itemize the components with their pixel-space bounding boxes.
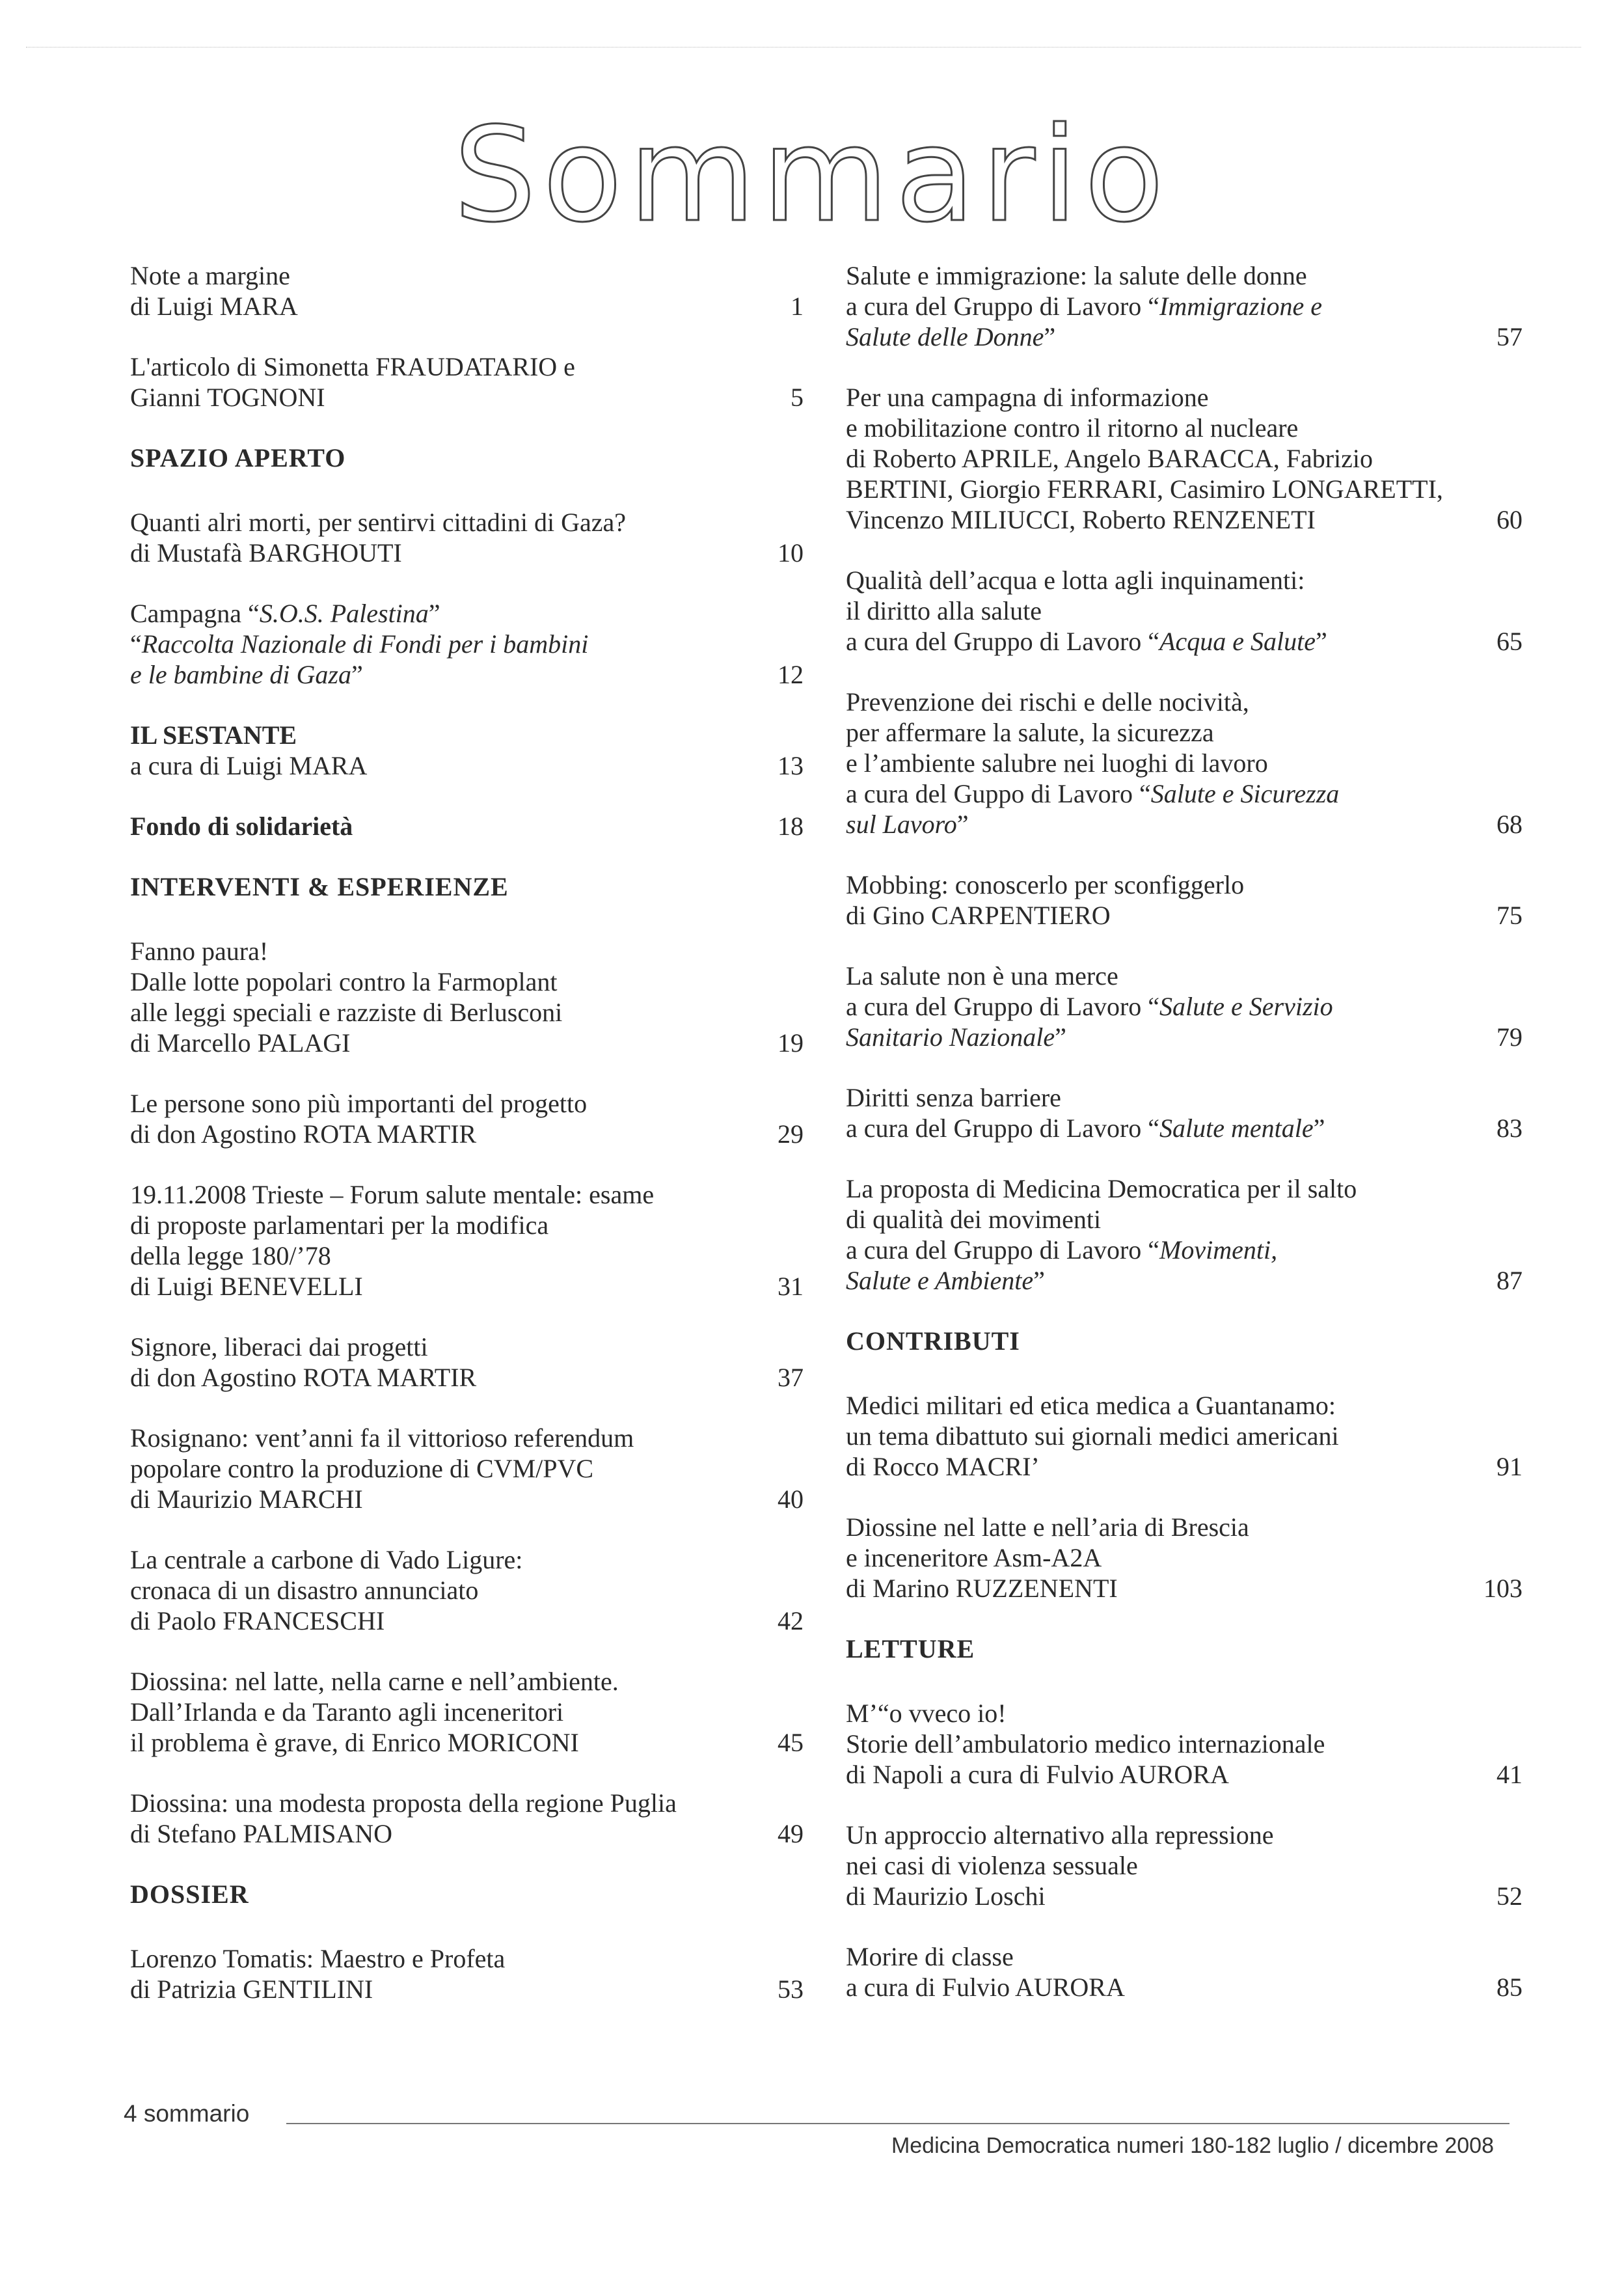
- toc-page-number: 79: [1496, 1022, 1522, 1052]
- section-heading: LETTURE: [846, 1634, 975, 1663]
- footer-publication: Medicina Democratica numeri 180-182 luglio / dicembre 2008: [891, 2133, 1494, 2158]
- toc-entry-line: alle leggi speciali e razziste di Berlusconi: [130, 998, 563, 1027]
- toc-page-number: 87: [1496, 1266, 1522, 1295]
- toc-page-number: 1: [791, 292, 804, 321]
- section-heading: CONTRIBUTI: [846, 1326, 1020, 1356]
- toc-entry[interactable]: [846, 565, 1522, 657]
- toc-page-number: 41: [1496, 1760, 1522, 1789]
- toc-entry-line: Un approccio alternativo alla repressione: [846, 1820, 1274, 1850]
- toc-entry[interactable]: [130, 1943, 804, 2004]
- section-heading: INTERVENTI & ESPERIENZE: [130, 872, 509, 901]
- toc-entry-line: di Napoli a cura di Fulvio AURORA: [846, 1760, 1229, 1789]
- toc-page-number: 12: [778, 660, 804, 689]
- toc-entry[interactable]: [130, 1088, 804, 1149]
- toc-entry-line: Morire di classe: [846, 1942, 1014, 1971]
- toc-entry[interactable]: [130, 260, 804, 321]
- toc-entry[interactable]: [846, 687, 1522, 840]
- toc-page-number: 85: [1496, 1973, 1522, 2002]
- toc-entry-line: di don Agostino ROTA MARTIR: [130, 1119, 477, 1149]
- toc-entry-line: cronaca di un disastro annunciato: [130, 1576, 479, 1605]
- toc-entry[interactable]: [846, 382, 1522, 535]
- toc-entry-line: La proposta di Medicina Democratica per il salto: [846, 1174, 1357, 1203]
- toc-entry[interactable]: [130, 1423, 804, 1514]
- section-heading: SPAZIO APERTO: [130, 443, 346, 472]
- toc-entry-line: Signore, liberaci dai progetti: [130, 1332, 428, 1361]
- toc-entry-line: della legge 180/’78: [130, 1241, 331, 1270]
- toc-entry-line: Note a margine: [130, 261, 290, 290]
- toc-entry-line: nei casi di violenza sessuale: [846, 1851, 1138, 1880]
- toc-entry-line: e l’ambiente salubre nei luoghi di lavoro: [846, 748, 1268, 778]
- toc-page-number: 42: [778, 1606, 804, 1635]
- toc-entry-line: di Marino RUZZENENTI: [846, 1574, 1118, 1603]
- toc-entry-line: Diossina: una modesta proposta della regione Puglia: [130, 1788, 677, 1818]
- toc-entry-line: a cura del Gruppo di Lavoro “Movimenti,: [846, 1235, 1278, 1265]
- toc-entry-line: La centrale a carbone di Vado Ligure:: [130, 1545, 523, 1574]
- toc-entry-line: Per una campagna di informazione: [846, 383, 1209, 412]
- toc-page-number: 10: [778, 538, 804, 567]
- toc-page-number: 83: [1496, 1114, 1522, 1143]
- toc-entry[interactable]: [130, 1179, 804, 1302]
- toc-entry-line: di Maurizio Loschi: [846, 1881, 1046, 1911]
- section-heading: DOSSIER: [130, 1880, 249, 1909]
- toc-entry-line: Lorenzo Tomatis: Maestro e Profeta: [130, 1944, 506, 1973]
- footer-rule: [286, 2123, 1509, 2124]
- toc-entry-line: Vincenzo MILIUCCI, Roberto RENZENETI: [846, 505, 1316, 534]
- toc-entry[interactable]: [846, 1941, 1522, 2003]
- toc-entry-line: di Marcello PALAGI: [130, 1028, 351, 1058]
- toc-page-number: 68: [1496, 810, 1522, 839]
- toc-entry-line: e le bambine di Gaza”: [130, 660, 363, 689]
- toc-entry-line: Campagna “S.O.S. Palestina”: [130, 599, 440, 628]
- toc-entry-line: di Rocco MACRI’: [846, 1452, 1040, 1481]
- toc-page-number: 49: [778, 1819, 804, 1848]
- toc-entry-line: un tema dibattuto sui giornali medici americani: [846, 1421, 1339, 1451]
- toc-entry[interactable]: [130, 1332, 804, 1393]
- toc-entry-line: Fanno paura!: [130, 936, 269, 966]
- toc-page-number: 52: [1496, 1881, 1522, 1911]
- toc-entry-line: a cura del Guppo di Lavoro “Salute e Sicurezza: [846, 779, 1340, 808]
- toc-entry-line: Prevenzione dei rischi e delle nocività,: [846, 687, 1249, 717]
- toc-page-number: 37: [778, 1363, 804, 1392]
- toc-entry[interactable]: [846, 1173, 1522, 1296]
- toc-entry-line: Salute delle Donne”: [846, 322, 1056, 351]
- toc-page-number: 29: [778, 1119, 804, 1149]
- toc-page-number: 13: [778, 751, 804, 780]
- toc-page-number: 45: [778, 1728, 804, 1757]
- toc-entry-line: a cura del Gruppo di Lavoro “Salute mentale”: [846, 1114, 1325, 1143]
- toc-entry[interactable]: [846, 961, 1522, 1052]
- toc-entry[interactable]: [846, 1082, 1522, 1143]
- toc-entry-line: Storie dell’ambulatorio medico internazionale: [846, 1729, 1325, 1758]
- toc-entry-line: il problema è grave, di Enrico MORICONI: [130, 1728, 579, 1757]
- toc-entry[interactable]: [846, 1698, 1522, 1790]
- toc-page-number: 31: [778, 1272, 804, 1301]
- toc-entry-line: Diossine nel latte e nell’aria di Brescia: [846, 1512, 1249, 1542]
- toc-entry-line: popolare contro la produzione di CVM/PVC: [130, 1454, 594, 1483]
- toc-entry[interactable]: [130, 1788, 804, 1849]
- toc-entry-line: Quanti alri morti, per sentirvi cittadini di Gaza?: [130, 508, 626, 537]
- toc-entry[interactable]: [130, 720, 804, 781]
- toc-entry-line: Fondo di solidarietà: [130, 812, 353, 841]
- toc-page-number: 91: [1496, 1452, 1522, 1481]
- toc-entry-line: Medici militari ed etica medica a Guantanamo:: [846, 1391, 1336, 1420]
- toc-entry-line: M’“o vveco io!: [846, 1699, 1007, 1728]
- toc-entry-line: di Maurizio MARCHI: [130, 1484, 363, 1514]
- toc-entry[interactable]: [130, 1544, 804, 1636]
- toc-entry-line: Gianni TOGNONI: [130, 383, 325, 412]
- toc-entry[interactable]: [130, 351, 804, 413]
- toc-entry-line: di don Agostino ROTA MARTIR: [130, 1363, 477, 1392]
- toc-entry[interactable]: [130, 507, 804, 568]
- toc-entry-line: di Stefano PALMISANO: [130, 1819, 392, 1848]
- toc-entry-line: di Mustafà BARGHOUTI: [130, 538, 402, 567]
- toc-entry-line: 19.11.2008 Trieste – Forum salute mentale: esame: [130, 1180, 655, 1209]
- toc-entry-line: Salute e immigrazione: la salute delle donne: [846, 261, 1307, 290]
- toc-entry[interactable]: [130, 598, 804, 690]
- toc-entry-line: a cura del Gruppo di Lavoro “Acqua e Salute”: [846, 627, 1327, 656]
- toc-left-column: [130, 260, 804, 2034]
- toc-entry-line: di Paolo FRANCESCHI: [130, 1606, 385, 1635]
- toc-entry-line: Salute e Ambiente”: [846, 1266, 1045, 1295]
- toc-page-number: 40: [778, 1484, 804, 1514]
- toc-entry-line: L'articolo di Simonetta FRAUDATARIO e: [130, 352, 575, 381]
- toc-entry-line: Diritti senza barriere: [846, 1083, 1061, 1112]
- toc-entry-line: e mobilitazione contro il ritorno al nucleare: [846, 413, 1299, 443]
- toc-entry[interactable]: [846, 1390, 1522, 1482]
- toc-entry-line: a cura del Gruppo di Lavoro “Immigrazione e: [846, 292, 1322, 321]
- toc-entry-line: il diritto alla salute: [846, 596, 1042, 625]
- toc-entry-line: a cura di Luigi MARA: [130, 751, 368, 780]
- toc-entry[interactable]: [846, 1820, 1522, 1911]
- toc-entry[interactable]: [130, 1666, 804, 1758]
- toc-entry-line: per affermare la salute, la sicurezza: [846, 718, 1214, 747]
- toc-page-number: 19: [778, 1028, 804, 1058]
- toc-entry-line: Diossina: nel latte, nella carne e nell’ambiente.: [130, 1667, 619, 1696]
- toc-entry-line: Dalle lotte popolari contro la Farmoplant: [130, 967, 558, 996]
- toc-entry-line: Mobbing: conoscerlo per sconfiggerlo: [846, 870, 1245, 899]
- top-scan-rule: [26, 47, 1581, 48]
- toc-entry-line: a cura di Fulvio AURORA: [846, 1973, 1125, 2002]
- toc-entry-line: di Roberto APRILE, Angelo BARACCA, Fabrizio: [846, 444, 1373, 473]
- toc-entry-line: di qualità dei movimenti: [846, 1205, 1102, 1234]
- toc-entry-line: di Patrizia GENTILINI: [130, 1975, 373, 2004]
- toc-entry[interactable]: [846, 869, 1522, 931]
- toc-page-number: 53: [778, 1975, 804, 2004]
- toc-page-number: 75: [1496, 901, 1522, 930]
- toc-page-number: 103: [1483, 1574, 1522, 1603]
- toc-page-number: 60: [1496, 505, 1522, 534]
- toc-entry-line: Sanitario Nazionale”: [846, 1022, 1066, 1052]
- toc-entry-line: Dall’Irlanda e da Taranto agli inceneritori: [130, 1697, 564, 1727]
- toc-entry[interactable]: [130, 936, 804, 1058]
- toc-entry[interactable]: [846, 1512, 1522, 1604]
- toc-right-column: [846, 260, 1522, 2032]
- toc-entry-line: Le persone sono più importanti del progetto: [130, 1089, 588, 1118]
- toc-entry-line: IL SESTANTE: [130, 720, 297, 750]
- toc-entry-line: sul Lavoro”: [846, 810, 969, 839]
- toc-entry-line: Qualità dell’acqua e lotta agli inquinamenti:: [846, 566, 1305, 595]
- toc-entry-line: Rosignano: vent’anni fa il vittorioso referendum: [130, 1423, 634, 1453]
- toc-entry-line: La salute non è una merce: [846, 961, 1118, 991]
- toc-entry-line: “Raccolta Nazionale di Fondi per i bambini: [130, 629, 589, 659]
- toc-entry[interactable]: [846, 260, 1522, 352]
- toc-entry-line: di Gino CARPENTIERO: [846, 901, 1111, 930]
- toc-entry-line: di proposte parlamentari per la modifica: [130, 1210, 549, 1240]
- toc-page-number: 57: [1496, 322, 1522, 351]
- toc-page-number: 5: [791, 383, 804, 412]
- footer-section-label: 4 sommario: [124, 2100, 250, 2127]
- toc-entry-line: e inceneritore Asm-A2A: [846, 1543, 1102, 1572]
- toc-entry-line: di Luigi MARA: [130, 292, 298, 321]
- toc-page-number: 65: [1496, 627, 1522, 656]
- toc-entry-line: a cura del Gruppo di Lavoro “Salute e Servizio: [846, 992, 1333, 1021]
- toc-page-number: 18: [778, 812, 804, 841]
- page-title: Sommario: [453, 100, 1171, 251]
- toc-entry[interactable]: [130, 811, 804, 841]
- toc-entry-line: di Luigi BENEVELLI: [130, 1272, 363, 1301]
- toc-entry-line: BERTINI, Giorgio FERRARI, Casimiro LONGARETTI,: [846, 474, 1443, 504]
